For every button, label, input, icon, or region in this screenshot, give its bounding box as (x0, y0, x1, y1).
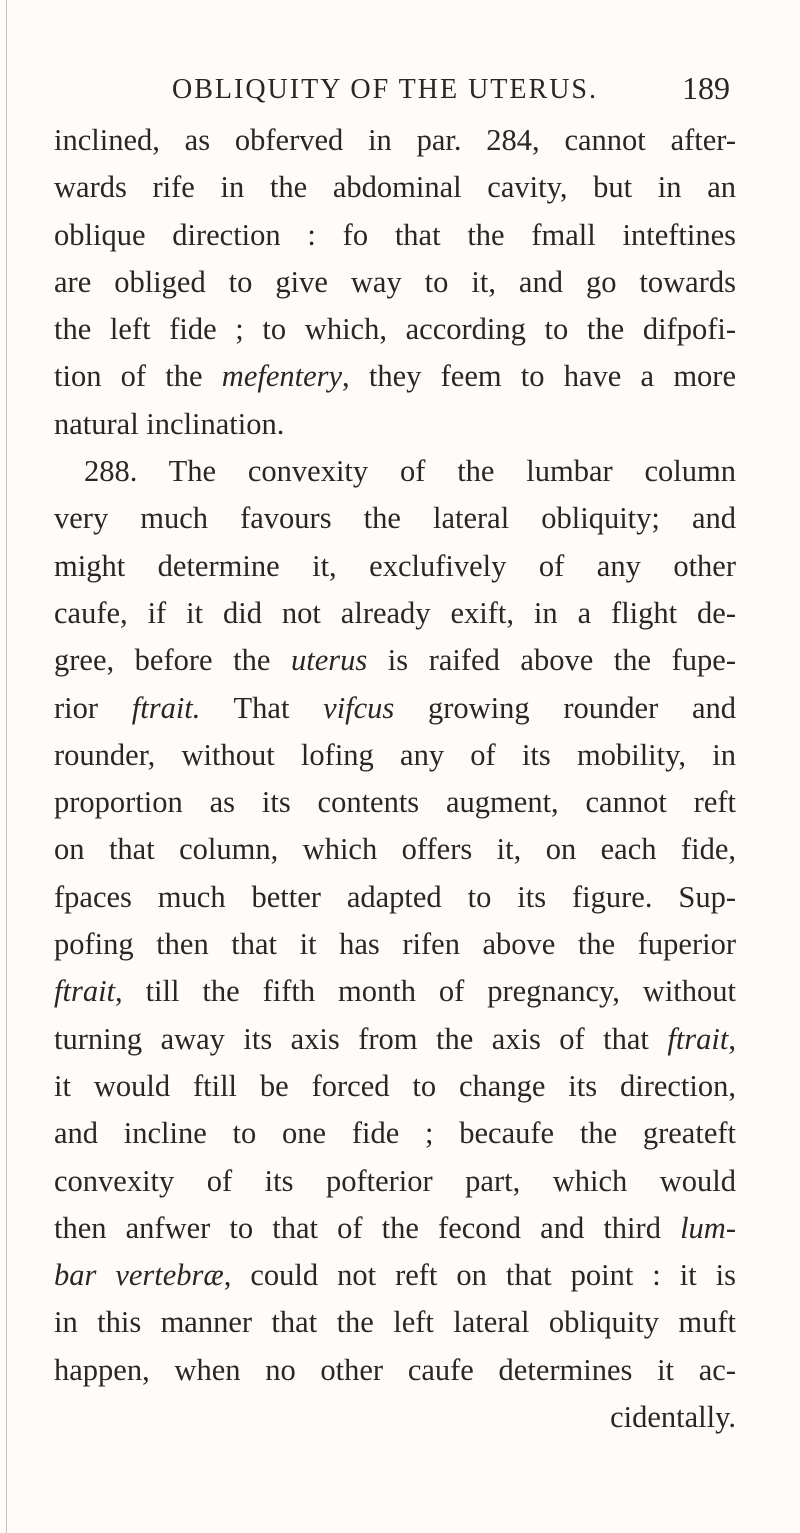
italic-term: uterus (290, 643, 368, 678)
text-line (54, 401, 736, 448)
text-run: , could not reft on that point : it is (223, 1258, 736, 1293)
text-run: gree, before the (54, 643, 291, 678)
text-run: rior (54, 690, 132, 725)
text-line (54, 1299, 736, 1346)
text-line (54, 779, 736, 826)
text-line (54, 732, 736, 779)
text-run: , (728, 1021, 736, 1056)
text-run: is raifed above the fupe- (367, 643, 736, 678)
text-line (54, 590, 736, 637)
text-run: it would ftill be forced to change its direction, (54, 1068, 736, 1103)
text-run: That (200, 690, 324, 725)
text-run: , till the fifth month of pregnancy, without (115, 974, 736, 1009)
text-run: might determine it, exclufively of any other (54, 548, 736, 583)
text-run: convexity of its pofterior part, which would (54, 1163, 736, 1198)
text-line (54, 1252, 736, 1299)
text-run: in this manner that the left lateral obliquity muft (54, 1305, 736, 1340)
italic-term: ftrait (54, 974, 116, 1009)
text-line (54, 1016, 736, 1063)
text-run: cidentally. (610, 1400, 736, 1435)
text-run: , they feem to have a more (342, 359, 736, 394)
text-line (54, 1158, 736, 1205)
text-line (54, 495, 736, 542)
text-run: turning away its axis from the axis of that (54, 1021, 668, 1056)
text-line (54, 259, 736, 306)
text-line (54, 1205, 736, 1252)
text-run: oblique direction : fo that the fmall inteftines (54, 217, 736, 252)
text-line (54, 353, 736, 400)
text-run: caufe, if it did not already exift, in a flight de- (54, 595, 736, 630)
text-run: natural inclination. (54, 406, 285, 441)
text-run: inclined, as obferved in par. 284, cannot after- (54, 123, 736, 157)
text-run: are obliged to give way to it, and go towards (54, 264, 736, 299)
text-line (54, 1394, 736, 1441)
italic-term: mefentery (221, 359, 343, 394)
text-run: growing rounder and (394, 690, 736, 725)
text-line (54, 543, 736, 590)
italic-term: vifcus (323, 690, 395, 725)
text-line (54, 685, 736, 732)
text-run: and incline to one fide ; becaufe the greateft (54, 1116, 736, 1151)
text-run: very much favours the lateral obliquity; and (54, 501, 736, 536)
text-run: the left fide ; to which, according to the difpofi- (54, 312, 736, 347)
italic-term: lum- (680, 1210, 736, 1245)
italic-term: ftrait (667, 1021, 729, 1056)
text-line (54, 306, 736, 353)
text-run: pofing then that it has rifen above the fuperior (54, 927, 736, 962)
body-text (54, 117, 736, 1441)
text-line (54, 921, 736, 968)
text-run: tion of the (54, 359, 222, 394)
text-line (54, 164, 736, 211)
text-line (54, 117, 736, 164)
text-run: proportion as its contents augment, cannot reft (54, 785, 736, 820)
text-line (54, 448, 736, 495)
text-line (54, 1347, 736, 1394)
running-head-title: OBLIQUITY OF THE UTERUS. (172, 74, 598, 105)
text-line (54, 968, 736, 1015)
text-run: wards rife in the abdominal cavity, but in an (54, 170, 736, 205)
text-line (54, 212, 736, 259)
running-head (160, 70, 730, 114)
text-line (54, 1110, 736, 1157)
text-run: 288. The convexity of the lumbar column (84, 454, 736, 489)
italic-term: bar vertebræ (54, 1258, 224, 1293)
page-gutter-line (6, 0, 7, 1533)
text-line (54, 1063, 736, 1110)
text-run: happen, when no other caufe determines it ac- (54, 1352, 736, 1387)
page-number: 189 (682, 70, 730, 106)
text-run: then anfwer to that of the fecond and third (54, 1210, 681, 1245)
text-line (54, 874, 736, 921)
text-run: fpaces much better adapted to its figure. Sup- (54, 879, 736, 914)
text-run: on that column, which offers it, on each fide, (54, 832, 736, 867)
text-line (54, 637, 736, 684)
text-run: rounder, without lofing any of its mobility, in (54, 737, 736, 772)
text-line (54, 826, 736, 873)
italic-term: ftrait. (131, 690, 201, 725)
